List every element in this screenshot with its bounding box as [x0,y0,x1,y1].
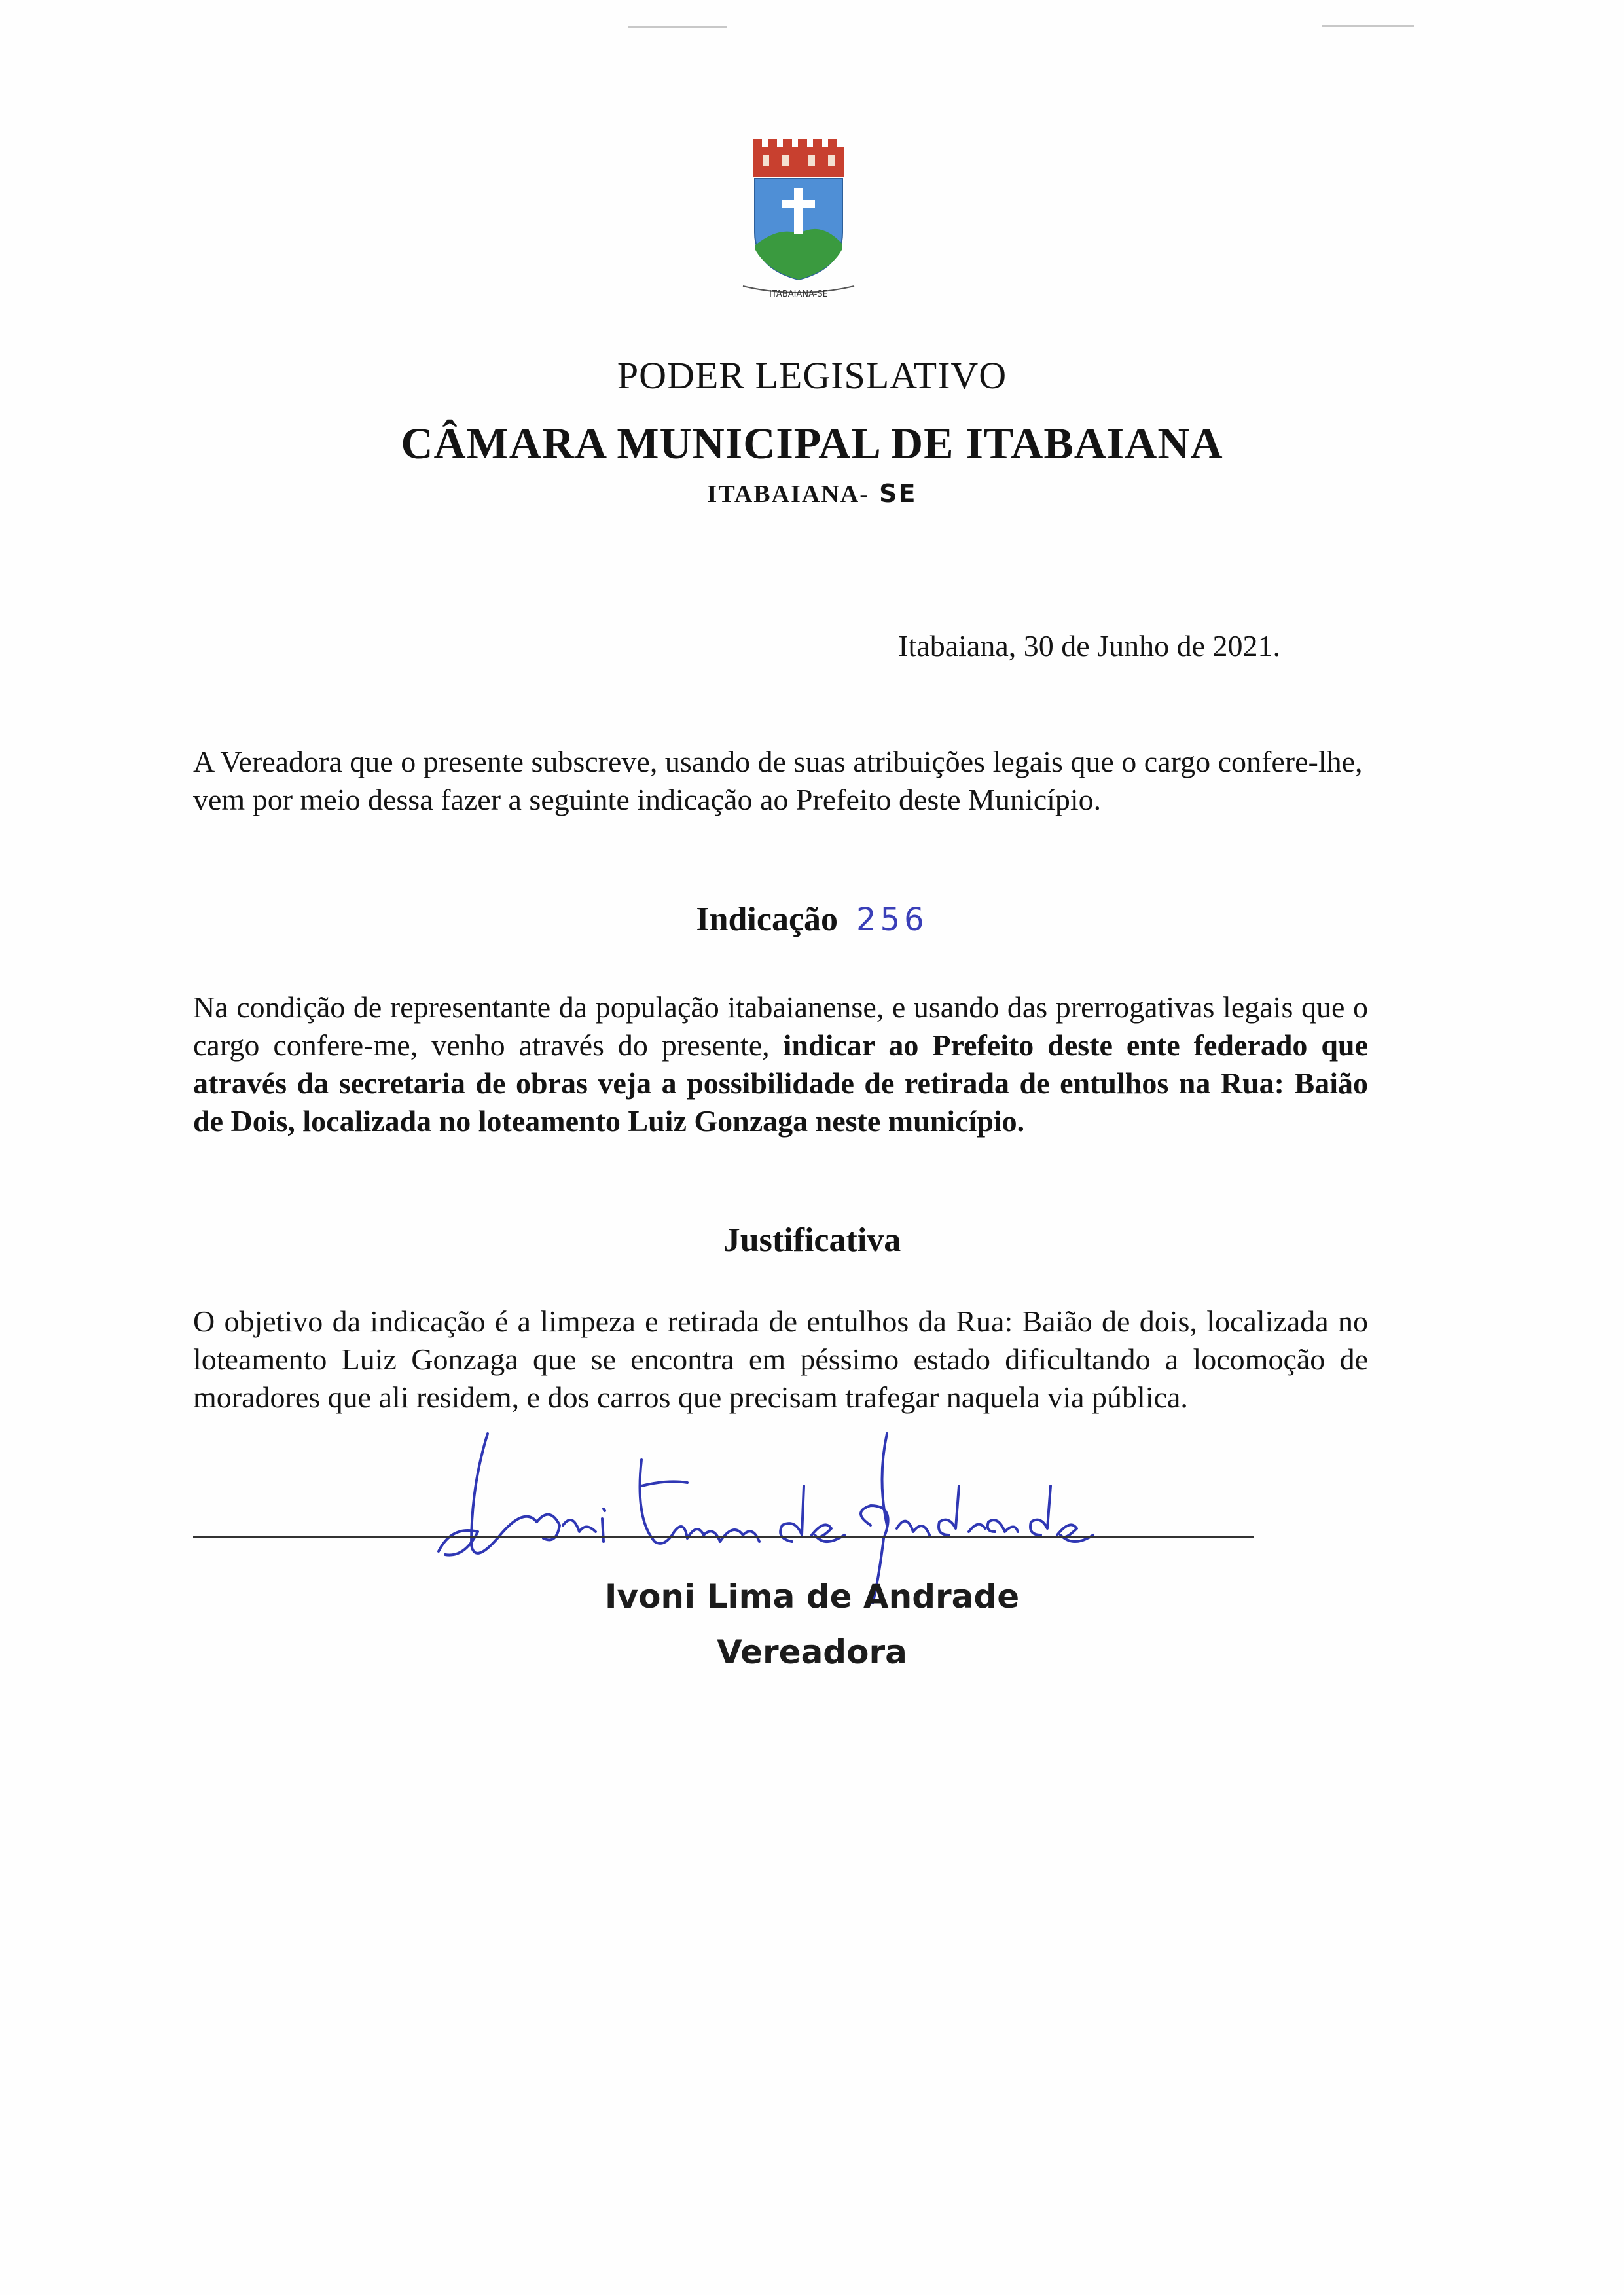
intro-paragraph: A Vereadora que o presente subscreve, usando de suas atribuições legais que o cargo confere-lhe, vem por meio dessa fazer a seguinte indicação ao Prefeito deste Município. [193,745,1363,816]
signature-line [193,1536,1254,1538]
scan-artifact [1322,25,1414,27]
header-line-2: CÂMARA MUNICIPAL DE ITABAIANA [401,418,1223,468]
justificativa-title: Justificativa [723,1221,901,1259]
scan-artifact [628,26,727,28]
indicacao-title [0,900,1624,939]
header-line-3 [0,479,1624,509]
handwritten-signature [425,1407,1198,1604]
indicacao-number: 256 [856,901,928,938]
signer-name: Ivoni Lima de Andrade [604,1578,1020,1616]
indicacao-paragraph [193,988,1368,1140]
signer-role: Vereadora [717,1633,907,1671]
crest-ribbon-text: ITABAIANA-SE [769,289,828,299]
justificativa-paragraph: O objetivo da indicação é a limpeza e retirada de entulhos da Rua: Baião de dois, localizada no loteamento Luiz Gonzaga que se encontra em péssimo estado dificultando a locomoção de moradores que ali residem, e dos carros que precisam trafegar naquela via pública. [193,1305,1368,1414]
indicacao-text-bold: indicar ao Prefeito deste ente federado que através da secretaria de obras veja a possibilidade de retirada de entulhos na Rua: Baião de Dois, localizada no loteamento Luiz Gonzaga neste município. [193,1028,1368,1138]
indicacao-title-label: Indicação [696,901,839,938]
header-line-3-main: ITABAIANA- [707,480,869,508]
coat-of-arms-icon [717,134,880,304]
header-line-3-suffix: SE [869,479,917,508]
indicacao-text-plain: Na condição de representante da população itabaianense, e usando das prerrogativas legais que o cargo confere-me, venho através do presente, [193,990,1368,1062]
date-line: Itabaiana, 30 de Junho de 2021. [898,629,1280,662]
header-line-1: PODER LEGISLATIVO [617,354,1007,397]
